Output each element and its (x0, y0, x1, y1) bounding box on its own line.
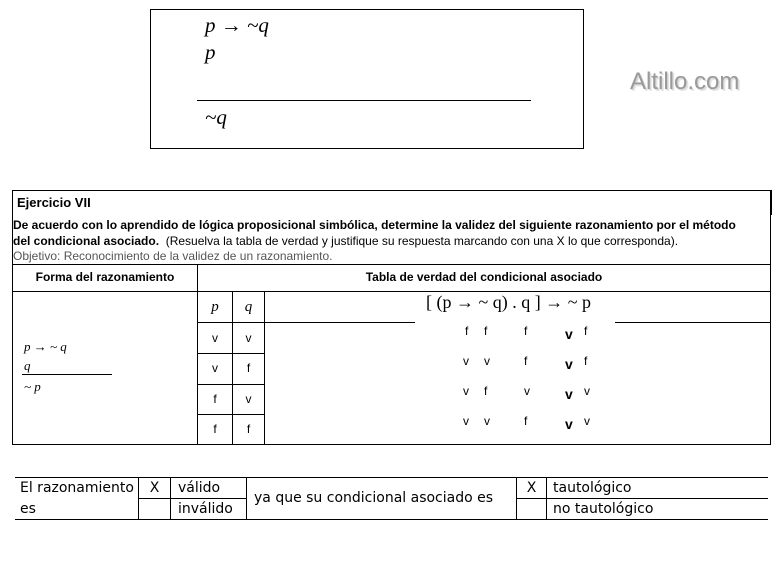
top-premise-2: p (205, 40, 216, 64)
exercise-header-box (12, 190, 772, 215)
cell-q: v (245, 331, 252, 345)
table-line (615, 322, 770, 323)
instruction-line-1: De acuerdo con lo aprendido de lógica proposicional simbólica, determine la validez del siguiente razonamiento por el método (13, 218, 736, 232)
cell-value: v (463, 354, 469, 368)
option-tautological: tautológico (553, 480, 632, 496)
table-line (170, 477, 171, 520)
associated-conditional-formula: [ (p → ~ q) . q ] → ~ p (426, 292, 591, 312)
option-invalid: inválido (178, 501, 233, 517)
cell-p: v (212, 361, 218, 375)
cell-value: v (524, 384, 530, 398)
cell-value: f (524, 414, 528, 428)
cell-value: f (484, 384, 488, 398)
header-truth-table: Tabla de verdad del condicional asociado (365, 270, 603, 284)
table-line (246, 477, 247, 520)
table-line (12, 190, 13, 445)
option-valid: válido (178, 480, 221, 496)
top-premise-1: p → ~q (205, 13, 269, 37)
cell-value: v (484, 354, 490, 368)
cell-value: f (484, 324, 488, 338)
top-conclusion: ~q (205, 105, 227, 129)
top-conclusion-rule (197, 100, 531, 101)
table-line (15, 477, 768, 478)
table-line (197, 322, 265, 323)
option-not-tautological: no tautológico (553, 501, 654, 517)
cell-value: f (584, 324, 588, 338)
table-line (15, 519, 768, 520)
table-line (770, 190, 771, 445)
cell-p: f (213, 392, 217, 406)
cell-value: f (584, 354, 588, 368)
cell-value: v (584, 414, 590, 428)
cell-value: v (463, 384, 469, 398)
instruction-line-2 (13, 234, 678, 249)
main-connective-value: v (565, 326, 573, 342)
table-line (516, 498, 768, 499)
cell-value: v (584, 384, 590, 398)
instruction-note: (Resuelva la tabla de verdad y justifique su respuesta marcando con una X lo que corresponda). (165, 234, 679, 248)
table-line (265, 322, 415, 323)
instruction-method: del condicional asociado. (13, 234, 160, 248)
conclusion-label-line-2: es (20, 501, 36, 517)
conclusion-label-line-1: El razonamiento (20, 480, 134, 496)
cell-q: f (246, 422, 251, 436)
cell-q: f (246, 361, 251, 375)
table-line (12, 264, 770, 265)
table-line (546, 477, 547, 520)
table-line (197, 264, 198, 445)
form-conclusion: ~ p (24, 379, 41, 394)
exercise-objective: Objetivo: Reconocimiento de la validez de un razonamiento. (13, 249, 333, 263)
cell-value: f (524, 324, 528, 338)
cell-q: v (245, 392, 252, 406)
cell-value: v (484, 414, 490, 428)
cell-value: f (524, 354, 528, 368)
cell-p: v (212, 331, 218, 345)
cell-value: v (463, 414, 469, 428)
table-line (264, 291, 265, 445)
main-connective-value: v (565, 386, 573, 402)
header-form: Forma del razonamiento (35, 270, 175, 284)
table-line (197, 384, 265, 385)
column-q: q (244, 299, 253, 315)
column-p: p (211, 299, 219, 315)
mark-tautological[interactable]: X (526, 480, 537, 496)
table-line (197, 353, 265, 354)
table-line (12, 291, 770, 292)
table-line (197, 414, 265, 415)
table-line (138, 498, 247, 499)
table-line (12, 444, 770, 445)
main-connective-value: v (565, 356, 573, 372)
form-premise-2: q (24, 358, 31, 373)
mark-valid[interactable]: X (149, 480, 160, 496)
watermark-logo: Altillo.com (630, 68, 740, 95)
form-premise-1: p → ~ q (24, 339, 67, 354)
cell-p: f (213, 422, 217, 436)
exercise-title: Ejercicio VII (17, 195, 91, 210)
main-connective-value: v (565, 416, 573, 432)
form-conclusion-rule (22, 374, 112, 375)
cell-value: f (465, 324, 469, 338)
reason-text: ya que su condicional asociado es (254, 490, 494, 506)
